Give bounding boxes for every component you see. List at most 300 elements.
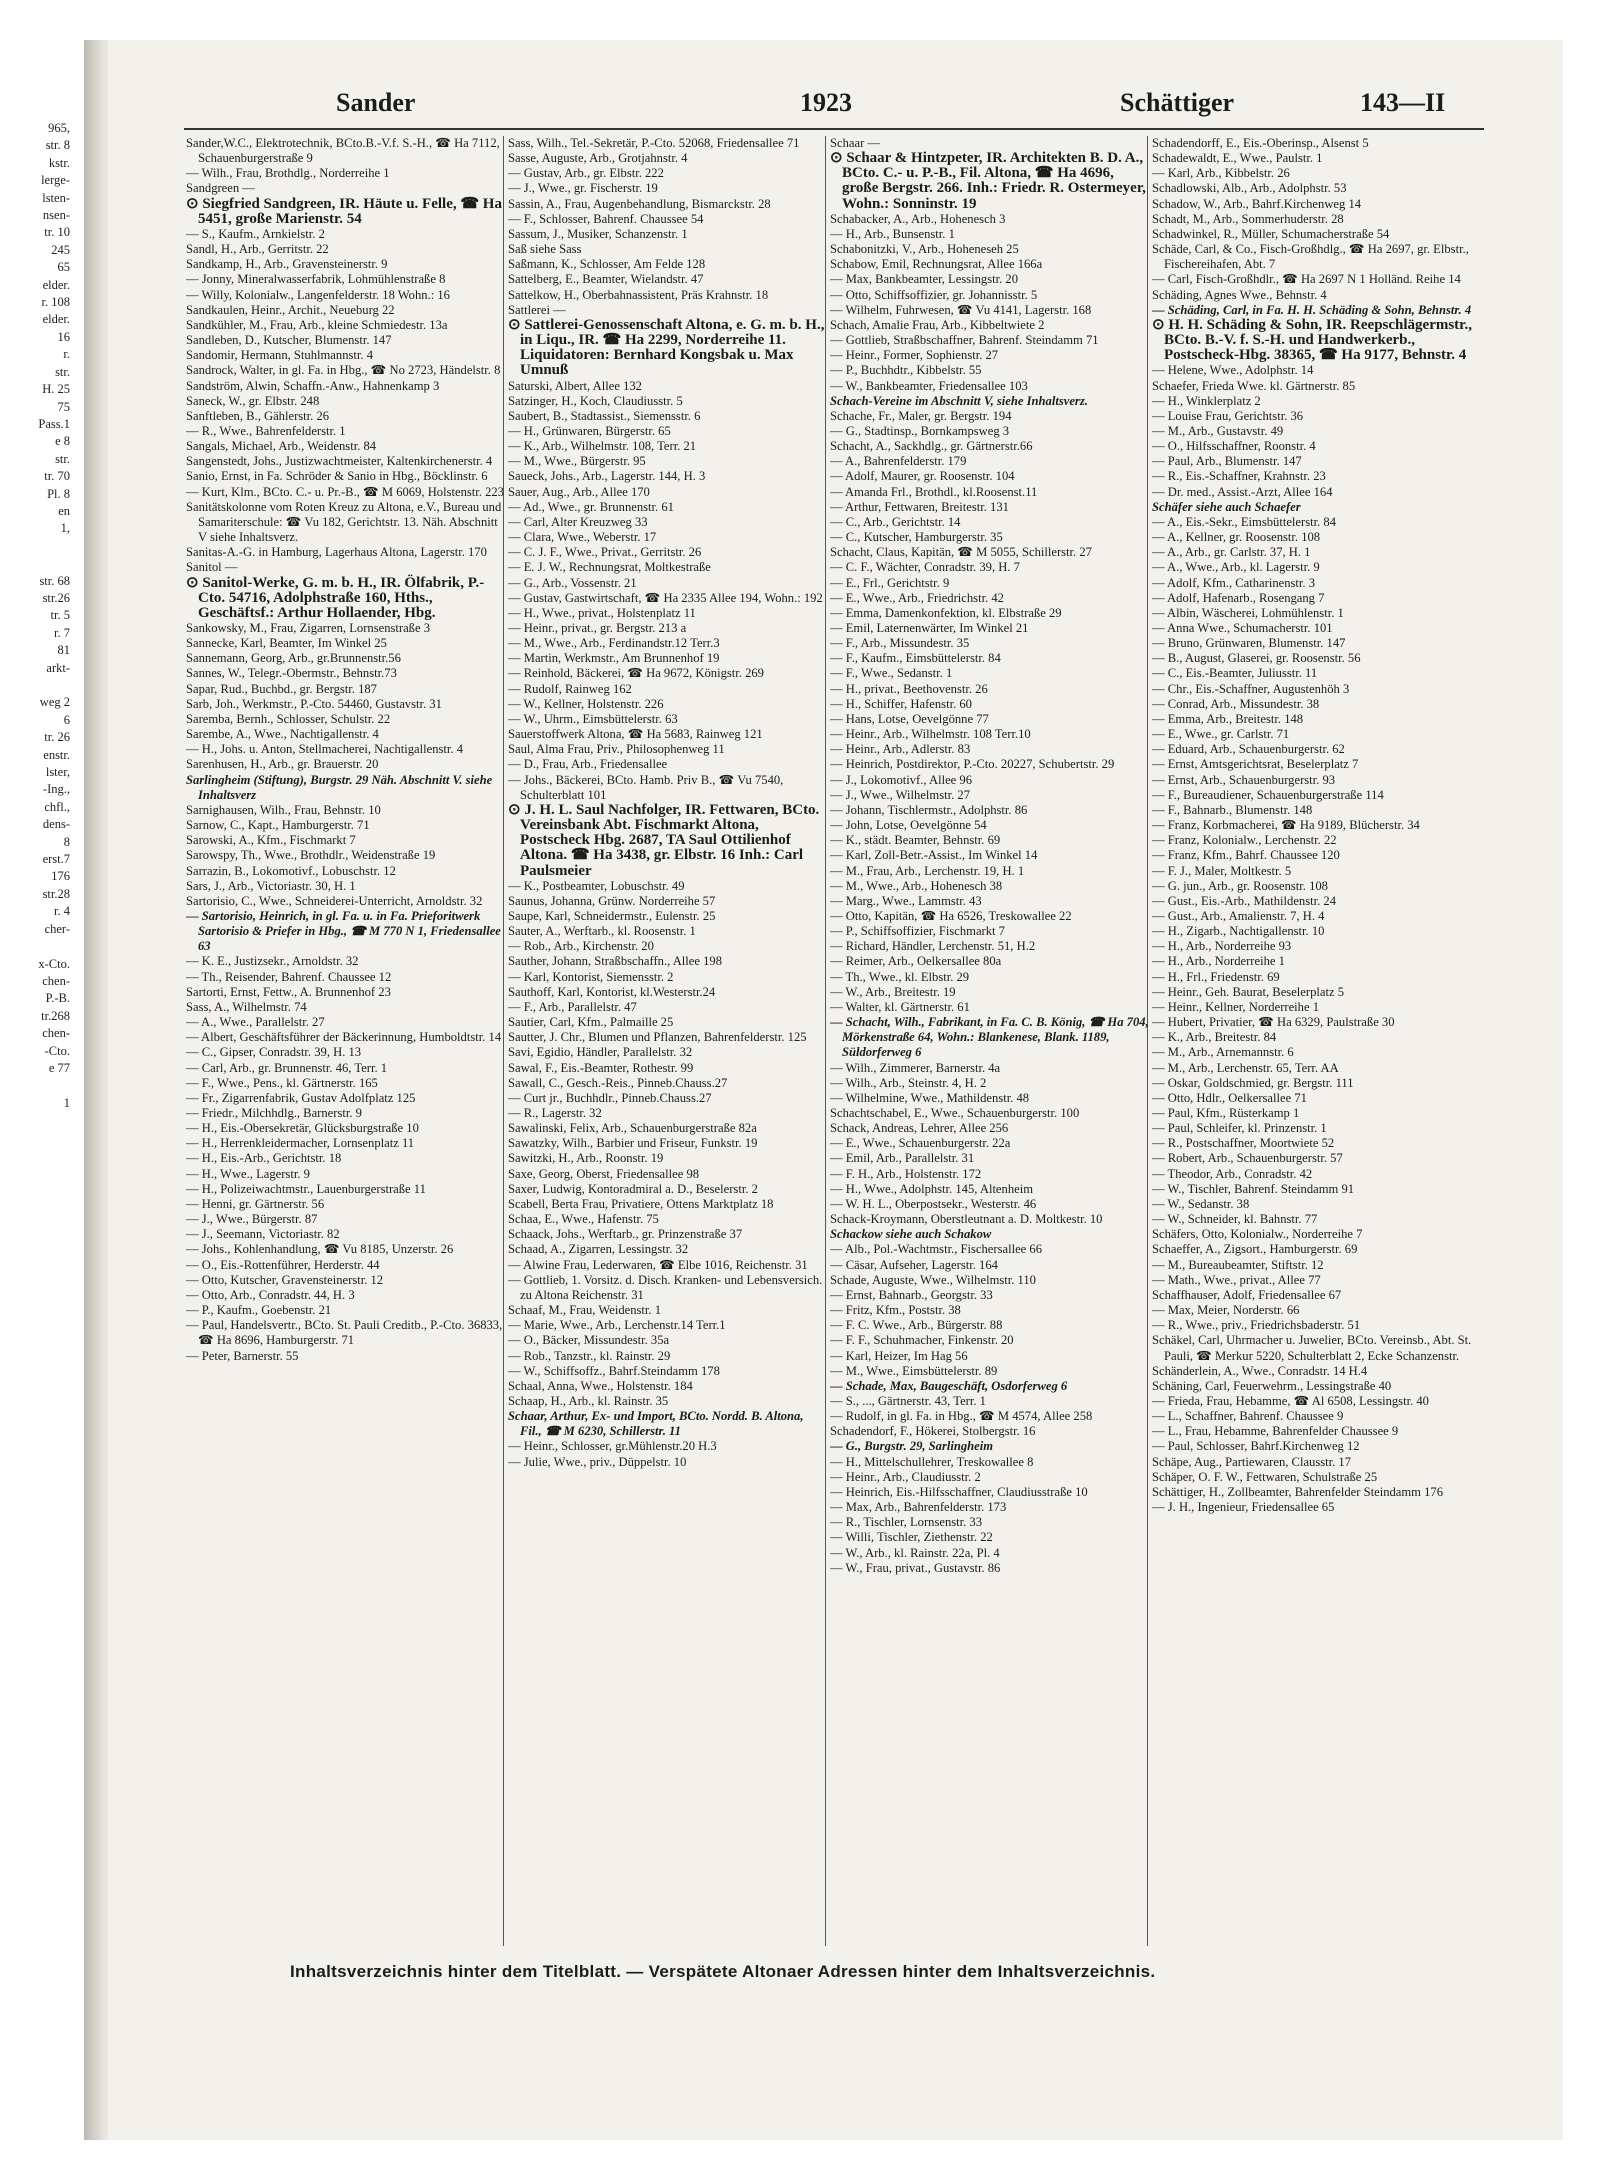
directory-entry: Schack-Kroymann, Oberstleutnant a. D. Moltkestr. 10 bbox=[830, 1212, 1103, 1227]
fragment-line: str.26 bbox=[42, 590, 70, 605]
directory-entry: — Gottlieb, Straßbschaffner, Bahrenf. Steindamm 71 bbox=[830, 333, 1099, 348]
directory-entry: — M., Arb., Arnemannstr. 6 bbox=[1152, 1045, 1294, 1060]
directory-entry: Schaefer, Frieda Wwe. kl. Gärtnerstr. 85 bbox=[1152, 378, 1356, 393]
directory-entry: Schach, Amalie Frau, Arb., Kibbeltwiete 2 bbox=[830, 317, 1045, 332]
directory-entry: — Helene, Wwe., Adolphstr. 14 bbox=[1152, 363, 1314, 378]
directory-entry: — Ernst, Amtsgerichtsrat, Beselerplatz 7 bbox=[1152, 757, 1359, 772]
directory-entry: Schäper, O. F. W., Fettwaren, Schulstraße 25 bbox=[1152, 1469, 1378, 1484]
fragment-line: tr.268 bbox=[41, 1008, 70, 1023]
directory-entry: — Heinr., Arb., Claudiusstr. 2 bbox=[830, 1469, 981, 1484]
directory-entry: — G., Stadtinsp., Bornkampsweg 3 bbox=[830, 423, 1010, 438]
directory-entry: — S., Kaufm., Arnkielstr. 2 bbox=[186, 226, 325, 241]
directory-entry: Sawitzki, H., Arb., Roonstr. 19 bbox=[508, 1151, 664, 1166]
directory-entry: — Franz, Korbmacherei, ☎ Ha 9189, Blücherstr. 34 bbox=[1152, 818, 1420, 833]
directory-entry: Schäding, Agnes Wwe., Behnstr. 4 bbox=[1152, 287, 1327, 302]
directory-entry: Sassin, A., Frau, Augenbehandlung, Bismarckstr. 28 bbox=[508, 196, 771, 211]
directory-entry: — Fr., Zigarrenfabrik, Gustav Adolfplatz 125 bbox=[186, 1090, 416, 1105]
directory-entry: — Conrad, Arb., Missundestr. 38 bbox=[1152, 696, 1320, 711]
directory-entry: — Arthur, Fettwaren, Breitestr. 131 bbox=[830, 499, 1009, 514]
directory-entry: — K., Postbeamter, Lobuschstr. 49 bbox=[508, 878, 685, 893]
directory-entry: — W. H. L., Oberpostsekr., Westerstr. 46 bbox=[830, 1196, 1037, 1211]
directory-entry: — Martin, Werkmstr., Am Brunnenhof 19 bbox=[508, 651, 720, 666]
directory-entry: — J., Wwe., gr. Fischerstr. 19 bbox=[508, 181, 658, 196]
directory-entry: — P., Schiffsoffizier, Fischmarkt 7 bbox=[830, 924, 1005, 939]
directory-entry: — M., Frau, Arb., Lerchenstr. 19, H. 1 bbox=[830, 863, 1025, 878]
directory-entry: — M., Wwe., Arb., Ferdinandstr.12 Terr.3 bbox=[508, 636, 720, 651]
directory-entry: — Julie, Wwe., priv., Düppelstr. 10 bbox=[508, 1454, 687, 1469]
directory-entry: Saxe, Georg, Oberst, Friedensallee 98 bbox=[508, 1166, 700, 1181]
directory-entry: — S., ..., Gärtnerstr. 43, Terr. 1 bbox=[830, 1393, 986, 1408]
directory-entry: Satzinger, H., Koch, Claudiusstr. 5 bbox=[508, 393, 683, 408]
directory-entry: — F. C. Wwe., Arb., Bürgerstr. 88 bbox=[830, 1318, 1003, 1333]
directory-entry: — Ernst, Arb., Schauenburgerstr. 93 bbox=[1152, 772, 1336, 787]
directory-entry: — M., Arb., Gustavstr. 49 bbox=[1152, 423, 1284, 438]
fragment-line bbox=[0, 677, 78, 694]
directory-entry: — H., Herrenkleidermacher, Lornsenplatz 11 bbox=[186, 1136, 415, 1151]
fragment-line: lerge- bbox=[41, 173, 70, 188]
directory-column-1 bbox=[186, 136, 506, 1956]
directory-entry: Sanitätskolonne vom Roten Kreuz zu Altona, e.V., Bureau und Samariterschule: ☎ Vu 182, Gerichtstr. 13. Näh. Abschnitt V siehe Inhaltsverz. bbox=[186, 499, 502, 545]
directory-entry: Sawalinski, Felix, Arb., Schauenburgerstraße 82a bbox=[508, 1121, 757, 1136]
directory-entry: — Adolf, Maurer, gr. Roosenstr. 104 bbox=[830, 469, 1015, 484]
directory-entry: Sarowspy, Th., Wwe., Brothdlr., Weidenstraße 19 bbox=[186, 848, 436, 863]
directory-entry: Sandomir, Hermann, Stuhlmannstr. 4 bbox=[186, 348, 373, 363]
directory-entry: Schaack, Johs., Werftarb., gr. Prinzenstraße 37 bbox=[508, 1227, 743, 1242]
directory-entry: — Ad., Wwe., gr. Brunnenstr. 61 bbox=[508, 499, 674, 514]
directory-entry: Schackow siehe auch Schakow bbox=[830, 1227, 992, 1242]
directory-entry: — R., Wwe., Bahrenfelderstr. 1 bbox=[186, 423, 346, 438]
directory-entry: Sanftleben, B., Gählerstr. 26 bbox=[186, 408, 330, 423]
directory-entry: — M., Arb., Lerchenstr. 65, Terr. AA bbox=[1152, 1060, 1339, 1075]
directory-entry: Schabacker, A., Arb., Hohenesch 3 bbox=[830, 211, 1006, 226]
directory-entry: Sassum, J., Musiker, Schanzenstr. 1 bbox=[508, 226, 688, 241]
directory-entry: Sass, Wilh., Tel.-Sekretär, P.-Cto. 52068, Friedensallee 71 bbox=[508, 136, 800, 150]
directory-entry: — Emma, Damenkonfektion, kl. Elbstraße 29 bbox=[830, 605, 1062, 620]
directory-entry: Schach-Vereine im Abschnitt V, siehe Inhaltsverz. bbox=[830, 393, 1088, 408]
fragment-line: chen- bbox=[42, 1026, 70, 1041]
directory-entry: — Schade, Max, Baugeschäft, Osdorferweg 6 bbox=[830, 1378, 1068, 1393]
directory-entry: — J., Seemann, Victoriastr. 82 bbox=[186, 1227, 340, 1242]
directory-entry: — Amanda Frl., Brothdl., kl.Roosenst.11 bbox=[830, 484, 1038, 499]
directory-entry: — M., Wwe., Arb., Hohenesch 38 bbox=[830, 878, 1003, 893]
directory-entry: Schäpe, Aug., Partiewaren, Clausstr. 17 bbox=[1152, 1454, 1352, 1469]
directory-entry: — Heinr., Former, Sophienstr. 27 bbox=[830, 348, 999, 363]
directory-entry: Sass, A., Wilhelmstr. 74 bbox=[186, 999, 307, 1014]
directory-entry: — C. F., Wächter, Conradstr. 39, H. 7 bbox=[830, 560, 1020, 575]
directory-entry: Sannecke, Karl, Beamter, Im Winkel 25 bbox=[186, 636, 387, 651]
directory-entry: ⊙ Schaar & Hintzpeter, IR. Architekten B. D. A., BCto. C.- u. P.-B., Fil. Altona, ☎ Ha 4696, große Bergstr. 266. Inh.: Friedr. R. Ostermeyer, Wohn.: Sonninstr. 19 bbox=[830, 150, 1146, 212]
directory-entry: — O., Bäcker, Missundestr. 35a bbox=[508, 1333, 670, 1348]
directory-entry: Schänderlein, A., Wwe., Conradstr. 14 H.4 bbox=[1152, 1363, 1368, 1378]
directory-entry: — Wilh., Zimmerer, Barnerstr. 4a bbox=[830, 1060, 1001, 1075]
directory-entry: Sandleben, D., Kutscher, Blumenstr. 147 bbox=[186, 333, 392, 348]
directory-entry: Sautter, J. Chr., Blumen und Pflanzen, Bahrenfelderstr. 125 bbox=[508, 1030, 807, 1045]
directory-entry: — Richard, Händler, Lerchenstr. 51, H.2 bbox=[830, 939, 1036, 954]
directory-entry: Sawatzky, Wilh., Barbier und Friseur, Funkstr. 19 bbox=[508, 1136, 758, 1151]
directory-entry: — W., Tischler, Bahrenf. Steindamm 91 bbox=[1152, 1181, 1355, 1196]
directory-entry: Saremba, Bernh., Schlosser, Schulstr. 22 bbox=[186, 711, 391, 726]
directory-entry: — C., Eis.-Beamter, Juliusstr. 11 bbox=[1152, 666, 1318, 681]
fragment-line: 65 bbox=[57, 260, 70, 275]
directory-entry: — Reinhold, Bäckerei, ☎ Ha 9672, Königstr. 269 bbox=[508, 666, 764, 681]
directory-entry: — H., Grünwaren, Bürgerstr. 65 bbox=[508, 423, 671, 438]
directory-entry: — W., Bankbeamter, Friedensallee 103 bbox=[830, 378, 1028, 393]
directory-entry: — L., Schaffner, Bahrenf. Chaussee 9 bbox=[1152, 1409, 1344, 1424]
directory-entry: — F., Bureaudiener, Schauenburgerstraße 114 bbox=[1152, 787, 1384, 802]
fragment-line: elder. bbox=[42, 312, 70, 327]
directory-entry: — A., Wwe., Parallelstr. 27 bbox=[186, 1015, 325, 1030]
directory-entry: — C. J. F., Wwe., Privat., Gerritstr. 26 bbox=[508, 545, 702, 560]
fragment-line: tr. 5 bbox=[50, 608, 70, 623]
directory-entry: Schaar, Arthur, Ex- und Import, BCto. Nordd. B. Altona, Fil., ☎ M 6230, Schillerstr. 11 bbox=[508, 1409, 804, 1439]
directory-entry: — Carl, Fisch-Großhdlr., ☎ Ha 2697 N 1 Holländ. Reihe 14 bbox=[1152, 272, 1461, 287]
fragment-line: P.-B. bbox=[45, 991, 70, 1006]
fragment-line: str. 8 bbox=[45, 138, 70, 153]
directory-entry: Schabow, Emil, Rechnungsrat, Allee 166a bbox=[830, 257, 1043, 272]
directory-entry: Sattlerei — bbox=[508, 302, 566, 317]
fragment-line: 245 bbox=[51, 242, 70, 257]
directory-entry: — W., Schiffsoffz., Bahrf.Steindamm 178 bbox=[508, 1363, 720, 1378]
directory-entry: — Fritz, Kfm., Poststr. 38 bbox=[830, 1303, 961, 1318]
directory-entry: Sandkühler, M., Frau, Arb., kleine Schmiedestr. 13a bbox=[186, 317, 448, 332]
directory-column-3 bbox=[830, 136, 1150, 1956]
directory-entry: Saupe, Karl, Schneidermstr., Eulenstr. 25 bbox=[508, 908, 716, 923]
page-header bbox=[0, 88, 1600, 128]
directory-entry: — F., Wwe., Sedanstr. 1 bbox=[830, 666, 953, 681]
directory-entry: — Wilhelm, Fuhrwesen, ☎ Vu 4141, Lagerstr. 168 bbox=[830, 302, 1092, 317]
directory-entry: — Johann, Tischlermstr., Adolphstr. 86 bbox=[830, 802, 1028, 817]
directory-entry: Saubert, B., Stadtassist., Siemensstr. 6 bbox=[508, 408, 701, 423]
directory-entry: — E., Wwe., Arb., Friedrichstr. 42 bbox=[830, 590, 1004, 605]
directory-entry: — J., Lokomotivf., Allee 96 bbox=[830, 772, 973, 787]
directory-entry: Sandl, H., Arb., Gerritstr. 22 bbox=[186, 242, 329, 257]
directory-entry: Schacht, Claus, Kapitän, ☎ M 5055, Schillerstr. 27 bbox=[830, 545, 1092, 560]
directory-entry: — Wilh., Arb., Steinstr. 4, H. 2 bbox=[830, 1075, 987, 1090]
directory-entry: Sarnighausen, Wilh., Frau, Behnstr. 10 bbox=[186, 802, 381, 817]
fragment-line: cher- bbox=[44, 921, 70, 936]
directory-entry: — W., Frau, privat., Gustavstr. 86 bbox=[830, 1560, 1001, 1575]
directory-entry: — Peter, Barnerstr. 55 bbox=[186, 1348, 299, 1363]
directory-entry: Sartorti, Ernst, Fettw., A. Brunnenhof 23 bbox=[186, 984, 391, 999]
directory-entry: — Otto, Schiffsoffizier, gr. Johannisstr. 5 bbox=[830, 287, 1038, 302]
directory-entry: — Otto, Hdlr., Oelkersallee 71 bbox=[1152, 1090, 1307, 1105]
directory-entry: Savi, Egidio, Händler, Parallelstr. 32 bbox=[508, 1045, 693, 1060]
directory-entry: — H., Arb., Norderreihe 1 bbox=[1152, 954, 1285, 969]
directory-entry: — H., Mittelschullehrer, Treskowallee 8 bbox=[830, 1454, 1034, 1469]
directory-entry: — M., Bureaubeamter, Stiftstr. 12 bbox=[1152, 1257, 1324, 1272]
directory-entry: — A., Kellner, gr. Roosenstr. 108 bbox=[1152, 530, 1321, 545]
directory-entry: Scabell, Berta Frau, Privatiere, Ottens Marktplatz 18 bbox=[508, 1196, 774, 1211]
directory-entry: — Max, Meier, Norderstr. 66 bbox=[1152, 1303, 1300, 1318]
directory-entry: — W., Kellner, Holstenstr. 226 bbox=[508, 696, 664, 711]
directory-entry: — K. E., Justizsekr., Arnoldstr. 32 bbox=[186, 954, 359, 969]
directory-entry: Schadt, M., Arb., Sommerhuderstr. 28 bbox=[1152, 211, 1344, 226]
directory-entry: ⊙ Siegfried Sandgreen, IR. Häute u. Felle, ☎ Ha 5451, große Marienstr. 54 bbox=[186, 195, 502, 227]
directory-entry: Schäfers, Otto, Kolonialw., Norderreihe 7 bbox=[1152, 1227, 1363, 1242]
directory-entry: Schaal, Anna, Wwe., Holstenstr. 184 bbox=[508, 1378, 693, 1393]
directory-entry: — F., Bahnarb., Blumenstr. 148 bbox=[1152, 802, 1313, 817]
directory-entry: — Friedr., Milchhdlg., Barnerstr. 9 bbox=[186, 1106, 362, 1120]
directory-entry: Sarrazin, B., Lokomotivf., Lobuschstr. 12 bbox=[186, 863, 396, 878]
page-number: 143—II bbox=[1360, 88, 1446, 117]
directory-entry: Sandkaulen, Heinr., Archit., Neueburg 22 bbox=[186, 302, 395, 317]
directory-entry: — Gust., Eis.-Arb., Mathildenstr. 24 bbox=[1152, 893, 1336, 908]
directory-entry: — H., Schiffer, Hafenstr. 60 bbox=[830, 696, 972, 711]
directory-entry: — F., Schlosser, Bahrenf. Chaussee 54 bbox=[508, 211, 704, 226]
directory-entry: Schaeffer, A., Zigsort., Hamburgerstr. 69 bbox=[1152, 1242, 1358, 1257]
directory-entry: — Paul, Handelsvertr., BCto. St. Pauli Creditb., P.-Cto. 36833, ☎ Ha 8696, Hamburgerstr. 71 bbox=[186, 1318, 503, 1348]
directory-entry: — Carl, Alter Kreuzweg 33 bbox=[508, 514, 648, 529]
directory-entry: — Gustav, Arb., gr. Elbstr. 222 bbox=[508, 166, 664, 181]
directory-entry: — Emil, Arb., Parallelstr. 31 bbox=[830, 1151, 975, 1166]
fragment-line: elder. bbox=[42, 277, 70, 292]
directory-entry: — Walter, kl. Gärtnerstr. 61 bbox=[830, 999, 970, 1014]
directory-entry: — Henni, gr. Gärtnerstr. 56 bbox=[186, 1196, 325, 1211]
header-last-name: Schättiger bbox=[1120, 88, 1235, 117]
directory-entry: — F., Kaufm., Eimsbüttelerstr. 84 bbox=[830, 651, 1001, 666]
directory-entry: Sandgreen — bbox=[186, 181, 255, 196]
directory-entry: — Eduard, Arb., Schauenburgerstr. 62 bbox=[1152, 742, 1345, 757]
directory-entry: — Bruno, Grünwaren, Blumenstr. 147 bbox=[1152, 636, 1346, 651]
directory-entry: Schacht, A., Sackhdlg., gr. Gärtnerstr.66 bbox=[830, 439, 1033, 454]
directory-entry: — F., Arb., Parallelstr. 47 bbox=[508, 999, 637, 1014]
directory-entry: Schadwinkel, R., Müller, Schumacherstraße 54 bbox=[1152, 226, 1390, 241]
directory-entry: — Heinrich, Postdirektor, P.-Cto. 20227, Schubertstr. 29 bbox=[830, 757, 1115, 772]
directory-entry: Schäning, Carl, Feuerwehrm., Lessingstraße 40 bbox=[1152, 1378, 1392, 1393]
directory-entry: — H., privat., Beethovenstr. 26 bbox=[830, 681, 988, 696]
directory-entry: — John, Lotse, Oevelgönne 54 bbox=[830, 818, 987, 833]
directory-entry: Saueck, Johs., Arb., Lagerstr. 144, H. 3 bbox=[508, 469, 706, 484]
directory-entry: — W., Schneider, kl. Bahnstr. 77 bbox=[1152, 1212, 1318, 1227]
directory-entry: — K., Arb., Breitestr. 84 bbox=[1152, 1030, 1277, 1045]
directory-entry: Sarlingheim (Stiftung), Burgstr. 29 Näh. Abschnitt V. siehe Inhaltsverz bbox=[186, 772, 493, 802]
previous-page-fragment bbox=[0, 120, 78, 1840]
fragment-line: e 77 bbox=[48, 1060, 70, 1075]
directory-entry: — P., Buchhdtr., Kibbelstr. 55 bbox=[830, 363, 982, 378]
fragment-line bbox=[0, 1077, 78, 1094]
directory-entry: — Hubert, Privatier, ☎ Ha 6329, Paulstraße 30 bbox=[1152, 1015, 1395, 1030]
directory-entry: — Albin, Wäscherei, Lohmühlenstr. 1 bbox=[1152, 605, 1344, 620]
fragment-line: arkt- bbox=[46, 660, 70, 675]
fragment-line: r. 7 bbox=[54, 625, 70, 640]
directory-entry: — H., Wwe., Lagerstr. 9 bbox=[186, 1166, 310, 1181]
directory-entry: Sanio, Ernst, in Fa. Schröder & Sanio in Hbg., Böcklinstr. 6 bbox=[186, 469, 488, 484]
fragment-line: 6 bbox=[63, 712, 70, 727]
directory-entry: — H., Arb., Bunsenstr. 1 bbox=[830, 226, 955, 241]
directory-entry: — F. J., Maler, Moltkestr. 5 bbox=[1152, 863, 1292, 878]
directory-entry: — Ernst, Bahnarb., Georgstr. 33 bbox=[830, 1287, 993, 1302]
directory-entry: — Marg., Wwe., Lammstr. 43 bbox=[830, 893, 982, 908]
directory-entry: — J., Wwe., Wilhelmstr. 27 bbox=[830, 787, 971, 802]
directory-entry: — Reimer, Arb., Oelkersallee 80a bbox=[830, 954, 1002, 969]
directory-entry: — H., Eis.-Obersekretär, Glücksburgstraße 10 bbox=[186, 1121, 419, 1136]
directory-entry: — H., Wwe., privat., Holstenplatz 11 bbox=[508, 605, 696, 620]
directory-column-2 bbox=[508, 136, 828, 1956]
directory-entry: Sarb, Joh., Werkmstr., P.-Cto. 54460, Gustavstr. 31 bbox=[186, 696, 442, 711]
directory-entry: Schaap, H., Arb., kl. Rainstr. 35 bbox=[508, 1393, 669, 1408]
fragment-line: r. 108 bbox=[41, 295, 70, 310]
directory-entry: — Jonny, Mineralwasserfabrik, Lohmühlenstraße 8 bbox=[186, 272, 446, 287]
directory-entry: — F., Arb., Missundestr. 35 bbox=[830, 636, 970, 651]
directory-entry: — Chr., Eis.-Schaffner, Augustenhöh 3 bbox=[1152, 681, 1350, 696]
directory-entry: Sannemann, Georg, Arb., gr.Brunnenstr.56 bbox=[186, 651, 401, 666]
directory-entry: Sauthoff, Karl, Kontorist, kl.Westerstr.24 bbox=[508, 984, 716, 999]
directory-entry: — A., Eis.-Sekr., Eimsbüttelerstr. 84 bbox=[1152, 514, 1336, 529]
directory-entry: Sanitas-A.-G. in Hamburg, Lagerhaus Altona, Lagerstr. 170 bbox=[186, 545, 487, 560]
directory-entry: — Gust., Arb., Amalienstr. 7, H. 4 bbox=[1152, 908, 1325, 923]
directory-entry: Schaa, E., Wwe., Hafenstr. 75 bbox=[508, 1212, 659, 1227]
fragment-line: Pass.1 bbox=[38, 416, 70, 431]
directory-entry: — Rudolf, Rainweg 162 bbox=[508, 681, 632, 696]
directory-entry: — Willi, Tischler, Ziethenstr. 22 bbox=[830, 1530, 993, 1545]
directory-entry: — Karl, Kontorist, Siemensstr. 2 bbox=[508, 969, 674, 984]
fragment-line: 965, bbox=[48, 121, 70, 135]
fragment-line: erst.7 bbox=[42, 852, 70, 867]
directory-entry: — G., Burgstr. 29, Sarlingheim bbox=[830, 1439, 994, 1454]
directory-entry: — A., Wwe., Arb., kl. Lagerstr. 9 bbox=[1152, 560, 1320, 575]
directory-entry: Sasse, Auguste, Arb., Grotjahnstr. 4 bbox=[508, 151, 688, 166]
directory-entry: — J. H., Ingenieur, Friedensallee 65 bbox=[1152, 1500, 1335, 1515]
directory-entry: — Theodor, Arb., Conradstr. 42 bbox=[1152, 1166, 1313, 1181]
fragment-line: r. 4 bbox=[54, 904, 70, 919]
fragment-line: x-Cto. bbox=[38, 956, 70, 971]
directory-entry: — Karl, Heizer, Im Hag 56 bbox=[830, 1348, 968, 1363]
directory-entry: — Karl, Arb., Kibbelstr. 26 bbox=[1152, 166, 1290, 181]
directory-entry: Sauther, Johann, Straßbschaffn., Allee 198 bbox=[508, 954, 723, 969]
directory-entry: Saturski, Albert, Allee 132 bbox=[508, 378, 642, 393]
directory-entry: — Max, Arb., Bahrenfelderstr. 173 bbox=[830, 1500, 1007, 1515]
directory-entry: Schaffhauser, Adolf, Friedensallee 67 bbox=[1152, 1287, 1342, 1302]
fragment-line: en bbox=[58, 503, 70, 518]
directory-entry: Sangenstedt, Johs., Justizwachtmeister, Kaltenkirchenerstr. 4 bbox=[186, 454, 493, 469]
fragment-line: 1, bbox=[60, 521, 70, 536]
fragment-line: r. bbox=[63, 347, 70, 362]
header-first-name: Sander bbox=[336, 88, 416, 117]
directory-entry: Schäfer siehe auch Schaefer bbox=[1152, 499, 1301, 514]
directory-entry: — Otto, Arb., Conradstr. 44, H. 3 bbox=[186, 1287, 355, 1302]
fragment-line: tr. 26 bbox=[44, 730, 70, 745]
directory-entry: — L., Frau, Hebamme, Bahrenfelder Chaussee 9 bbox=[1152, 1424, 1399, 1439]
directory-entry: — E., Wwe., gr. Carlstr. 71 bbox=[1152, 727, 1290, 742]
directory-entry: Sangals, Michael, Arb., Weidenstr. 84 bbox=[186, 439, 377, 454]
directory-entry: — Dr. med., Assist.-Arzt, Allee 164 bbox=[1152, 484, 1333, 499]
directory-entry: Saß siehe Sass bbox=[508, 242, 582, 257]
directory-entry: Sarowski, A., Kfm., Fischmarkt 7 bbox=[186, 833, 356, 848]
directory-entry: — W., Sedanstr. 38 bbox=[1152, 1196, 1250, 1211]
directory-entry: — R., Tischler, Lornsenstr. 33 bbox=[830, 1515, 983, 1530]
directory-entry: — Franz, Kolonialw., Lerchenstr. 22 bbox=[1152, 833, 1337, 848]
directory-entry: — E., Frl., Gerichtstr. 9 bbox=[830, 575, 950, 590]
directory-entry: Schadendorf, F., Hökerei, Stolbergstr. 16 bbox=[830, 1424, 1036, 1439]
directory-entry: Schabonitzki, V., Arb., Hoheneseh 25 bbox=[830, 242, 1019, 257]
fragment-line: e 8 bbox=[55, 434, 70, 449]
directory-entry: — K., städt. Beamter, Behnstr. 69 bbox=[830, 833, 1001, 848]
directory-entry: — Emma, Arb., Breitestr. 148 bbox=[1152, 711, 1304, 726]
fragment-line: str. 68 bbox=[39, 573, 70, 588]
fragment-line: lster, bbox=[45, 765, 70, 780]
fragment-line bbox=[0, 555, 78, 572]
directory-entry: — D., Frau, Arb., Friedensallee bbox=[508, 757, 668, 772]
directory-entry: — Adolf, Hafenarb., Rosengang 7 bbox=[1152, 590, 1325, 605]
directory-entry: — Heinr., Geh. Baurat, Beselerplatz 5 bbox=[1152, 984, 1344, 999]
directory-entry: Sandström, Alwin, Schaffn.-Anw., Hahnenkamp 3 bbox=[186, 378, 440, 393]
directory-entry: — Albert, Geschäftsführer der Bäckerinnung, Humboldtstr. 14 bbox=[186, 1030, 502, 1045]
directory-entry: Sauter, A., Werftarb., kl. Roosenstr. 1 bbox=[508, 924, 696, 939]
directory-entry: — F. H., Arb., Holstenstr. 172 bbox=[830, 1166, 982, 1181]
fragment-line bbox=[0, 538, 78, 555]
directory-entry: — H., Eis.-Arb., Gerichtstr. 18 bbox=[186, 1151, 342, 1166]
directory-entry: — Heinr., privat., gr. Bergstr. 213 a bbox=[508, 621, 687, 635]
directory-entry: Schache, Fr., Maler, gr. Bergstr. 194 bbox=[830, 408, 1012, 423]
directory-entry: — E. J. W., Rechnungsrat, Moltkestraße bbox=[508, 560, 711, 575]
directory-entry: — Emil, Laternenwärter, Im Winkel 21 bbox=[830, 621, 1029, 635]
directory-entry: — Th., Reisender, Bahrenf. Chaussee 12 bbox=[186, 969, 392, 984]
fragment-line: 8 bbox=[63, 834, 70, 849]
fragment-line: weg 2 bbox=[39, 695, 70, 710]
directory-entry: Sauerstoffwerk Altona, ☎ Ha 5683, Rainweg 121 bbox=[508, 727, 763, 742]
directory-entry: Schadow, W., Arb., Bahrf.Kirchenweg 14 bbox=[1152, 196, 1362, 211]
directory-entry: — Heinrich, Eis.-Hilfsschaffner, Claudiusstraße 10 bbox=[830, 1484, 1088, 1499]
directory-entry: — H., Wwe., Adolphstr. 145, Altenheim bbox=[830, 1181, 1034, 1196]
directory-entry: — Johs., Bäckerei, BCto. Hamb. Priv B., ☎ Vu 7540, Schulterblatt 101 bbox=[508, 772, 784, 802]
directory-entry: — Rudolf, in gl. Fa. in Hbg., ☎ M 4574, Allee 258 bbox=[830, 1409, 1093, 1424]
directory-entry: Saxer, Ludwig, Kontoradmiral a. D., Beselerstr. 2 bbox=[508, 1181, 758, 1196]
directory-entry: Sarembe, A., Wwe., Nachtigallenstr. 4 bbox=[186, 727, 379, 742]
fragment-line: H. 25 bbox=[42, 382, 70, 397]
directory-entry: — P., Kaufm., Goebenstr. 21 bbox=[186, 1303, 332, 1318]
directory-entry: — M., Wwe., Eimsbüttelerstr. 89 bbox=[830, 1363, 998, 1378]
directory-entry: — Paul, Arb., Blumenstr. 147 bbox=[1152, 454, 1302, 469]
directory-entry: — Adolf, Kfm., Catharinenstr. 3 bbox=[1152, 575, 1315, 590]
directory-entry: Schadendorff, E., Eis.-Oberinsp., Alsenst 5 bbox=[1152, 136, 1369, 150]
directory-entry: — R., Wwe., priv., Friedrichsbaderstr. 51 bbox=[1152, 1318, 1361, 1333]
directory-entry: — R., Postschaffner, Moortwiete 52 bbox=[1152, 1136, 1335, 1151]
directory-entry: — Alwine Frau, Lederwaren, ☎ Elbe 1016, Reichenstr. 31 bbox=[508, 1257, 808, 1272]
header-year: 1923 bbox=[800, 88, 852, 117]
directory-entry: Saul, Alma Frau, Priv., Philosophenweg 11 bbox=[508, 742, 725, 757]
directory-entry: Sanitol — bbox=[186, 560, 238, 575]
directory-entry: — Heinr., Schlosser, gr.Mühlenstr.20 H.3 bbox=[508, 1439, 717, 1454]
directory-entry: — Rob., Arb., Kirchenstr. 20 bbox=[508, 939, 654, 954]
directory-entry: ⊙ J. H. L. Saul Nachfolger, IR. Fettwaren, BCto. Vereinsbank Abt. Fischmarkt Altona, Postscheck Hbg. 2687, TA Saul Ottilienhof Altona. ☎ Ha 3438, gr. Elbstr. 16 Inh.: Carl Paulsmeier bbox=[508, 801, 820, 879]
directory-entry: Schade, Auguste, Wwe., Wilhelmstr. 110 bbox=[830, 1272, 1036, 1287]
directory-entry: — H., Zigarb., Nachtigallenstr. 10 bbox=[1152, 924, 1325, 939]
fragment-line: tr. 70 bbox=[44, 469, 70, 484]
directory-entry: — Clara, Wwe., Weberstr. 17 bbox=[508, 530, 657, 545]
directory-entry: — Gottlieb, 1. Vorsitz. d. Disch. Kranken- und Lebensversich. zu Altona Reichenstr. 31 bbox=[508, 1272, 823, 1302]
fragment-line: 176 bbox=[51, 869, 70, 884]
directory-entry: — Wilh., Frau, Brothdlg., Norderreihe 1 bbox=[186, 166, 390, 181]
directory-entry: — Karl, Zoll-Betr.-Assist., Im Winkel 14 bbox=[830, 848, 1038, 863]
directory-entry: — Paul, Schleifer, kl. Prinzenstr. 1 bbox=[1152, 1121, 1327, 1136]
directory-entry: Schadlowski, Alb., Arb., Adolphstr. 53 bbox=[1152, 181, 1347, 196]
directory-entry: — Robert, Arb., Schauenburgerstr. 57 bbox=[1152, 1151, 1343, 1166]
directory-entry: — H., Frl., Friedenstr. 69 bbox=[1152, 969, 1280, 984]
directory-entry: Schaad, A., Zigarren, Lessingstr. 32 bbox=[508, 1242, 689, 1257]
directory-entry: — G., Arb., Vossenstr. 21 bbox=[508, 575, 637, 590]
directory-entry: — F., Wwe., Pens., kl. Gärtnerstr. 165 bbox=[186, 1075, 378, 1090]
directory-entry: Sandrock, Walter, in gl. Fa. in Hbg., ☎ No 2723, Händelstr. 8 bbox=[186, 363, 501, 378]
directory-entry: Sannes, W., Telegr.-Obermstr., Behnstr.73 bbox=[186, 666, 397, 681]
directory-entry: — K., Arb., Wilhelmstr. 108, Terr. 21 bbox=[508, 439, 697, 454]
directory-entry: ⊙ Sanitol-Werke, G. m. b. H., IR. Ölfabrik, P.-Cto. 54716, Adolphstraße 160, Hths., Geschäftsf.: Arthur Hollaender, Hbg. bbox=[186, 574, 485, 621]
directory-entry: — Heinr., Arb., Wilhelmstr. 108 Terr.10 bbox=[830, 727, 1031, 742]
directory-entry: Saneck, W., gr. Elbstr. 248 bbox=[186, 393, 320, 408]
directory-entry: Sawal, F., Eis.-Beamter, Rothestr. 99 bbox=[508, 1060, 694, 1075]
directory-entry: — Heinr., Kellner, Norderreihe 1 bbox=[1152, 999, 1320, 1014]
directory-entry: — R., Lagerstr. 32 bbox=[508, 1106, 602, 1120]
directory-entry: — Oskar, Goldschmied, gr. Bergstr. 111 bbox=[1152, 1075, 1354, 1090]
